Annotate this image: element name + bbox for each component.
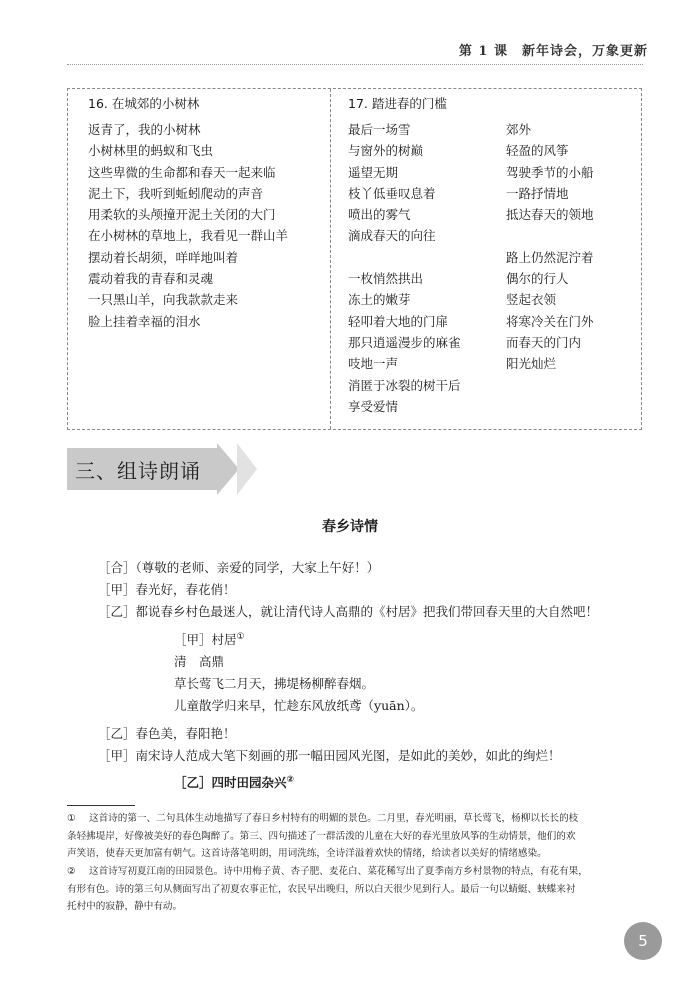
section-banner [67,443,259,496]
footnote-1 [67,810,643,863]
chevron-arrow-icon [217,443,239,495]
footnote-mark: ① [67,813,76,824]
poem-17-column-a [348,119,461,417]
poem-line: 遥望无期 [348,164,399,180]
footnote-line [67,863,643,881]
poem-line: 枝丫低垂叹息着 [348,185,436,201]
page-number: 5 [624,922,662,960]
poem-line: 摆动着长胡须，咩咩地叫着 [88,249,239,265]
poem-line: 一只黑山羊，向我款款走来 [88,292,239,308]
poem-line: 脸上挂着幸福的泪水 [88,313,201,329]
poem-line: 那只逍遥漫步的麻雀 [348,334,461,350]
poem-16-lines [88,119,288,332]
poem-line [348,247,461,268]
poem-16-title: 16. 在城郊的小树林 [88,96,200,111]
poem-line: 滴成春天的向往 [348,228,436,244]
poem-line: 与窗外的树巅 [348,143,424,159]
footnote-text: 这首诗的第一、二句具体生动地描写了春日乡村特有的明媚的景色。二月里，春光明丽，草长莺飞，杨柳以长长的枝 [89,813,579,824]
poem-box-divider [330,89,331,429]
poem-heading-text: ［甲］村居 [174,632,237,647]
footnote-text: 这首诗写初夏江南的田园景色。诗中用梅子黄、杏子肥、麦花白、菜花稀写出了夏季南方乡村景物的特点，有花有果， [89,866,588,877]
footnote-mark: ② [67,866,76,877]
poem-line: 用柔软的头颅撞开泥土关闭的大门 [88,207,276,223]
script-line: ［乙］春色美，春阳艳！ [98,726,236,741]
poem-heading-text: ［乙］四时田园杂兴 [174,775,287,790]
poem-line: 将寒冷关在门外 [506,313,594,329]
poem-box [67,88,642,430]
poem-line: 小树林里的蚂蚁和飞虫 [88,143,214,159]
poem-verse: 儿童散学归来早，忙趁东风放纸鸢（yuān）。 [174,698,424,713]
poem-verse: 草长莺飞二月天，拂堤杨柳醉春烟。 [174,676,375,691]
footnote-line: 声笑语，使春天更加富有朝气。这首诗落笔明朗，用词洗练，全诗洋溢着欢快的情绪，给读者以美好的情绪感染。 [67,848,547,859]
footnote-2 [67,863,643,916]
poem-line [506,225,594,246]
poem-line: 享受爱情 [348,398,399,414]
poem-line: 消匿于冰裂的树干后 [348,377,461,393]
poem-line: 喷出的雾气 [348,207,411,223]
chevron-arrow-icon [237,443,257,495]
script-line: ［合］（尊敬的老师、亲爱的同学，大家上午好！） [98,560,380,575]
poem-line: 冻土的嫩芽 [348,292,411,308]
poem-line: 驾驶季节的小船 [506,164,594,180]
poem-line: 在小树林的草地上，我看见一群山羊 [88,228,289,244]
footnote-ref-2[interactable]: ② [286,774,295,785]
footnote-ref-1[interactable]: ① [236,631,245,642]
poem-line: 抵达春天的领地 [506,207,594,223]
footnote-rule [67,805,135,806]
section-title: 三、组诗朗诵 [75,459,201,483]
script-line: ［乙］都说春乡村色最迷人，就让清代诗人高鼎的《村居》把我们带回春天里的大自然吧！ [98,604,599,619]
poem-line: 这些卑微的生命都和春天一起来临 [88,164,276,180]
poem-heading-tianyuan [174,773,294,791]
header-divider [67,64,643,65]
poem-line: 而春天的门内 [506,334,582,350]
footnote-line [67,810,643,828]
poem-line: 偶尔的行人 [506,271,569,287]
poem-line: 震动着我的青春和灵魂 [88,271,214,287]
script-line: ［甲］南宋诗人范成大笔下刻画的那一幅田园风光图，是如此的美妙，如此的绚烂！ [98,748,561,763]
footnote-line: 条轻拂堤岸，好像被美好的春色陶醉了。第三、四句描述了一群活泼的儿童在大好的春光里放风筝的生动情景，他们的欢 [67,830,576,842]
footnote-line: 托村中的寂静，静中有动。 [67,901,183,912]
poem-line: 一路抒情地 [506,185,569,201]
poem-heading-cunju [174,630,245,648]
poem-line: 竖起衣领 [506,292,557,308]
poem-17-title: 17. 踏进春的门槛 [348,96,447,111]
poem-line: 轻叩着大地的门扉 [348,313,449,329]
script-line: ［甲］春光好，春花俏！ [98,582,236,597]
script-title: 春乡诗情 [322,519,378,535]
poem-line: 一枚悄然拱出 [348,271,424,287]
poem-line: 阳光灿烂 [506,356,557,372]
poem-line: 吱地一声 [348,356,399,372]
poem-line: 返青了，我的小树林 [88,122,201,137]
footnote-line: 有形有色。诗的第三句从侧面写出了初夏农事正忙，农民早出晚归，所以白天很少见到行人。最后一句以蜻蜓、蛱蝶来衬 [67,883,576,895]
chapter-header: 第 1 课 新年诗会，万象更新 [458,44,648,59]
poem-17-column-b [506,119,594,375]
poem-line: 泥土下，我听到蚯蚓爬动的声音 [88,185,264,201]
poem-author: 清 高鼎 [174,654,225,669]
poem-line: 最后一场雪 [348,122,411,137]
poem-line: 路上仍然泥泞着 [506,249,594,265]
poem-line: 郊外 [506,122,532,137]
poem-line: 轻盈的风筝 [506,143,569,159]
